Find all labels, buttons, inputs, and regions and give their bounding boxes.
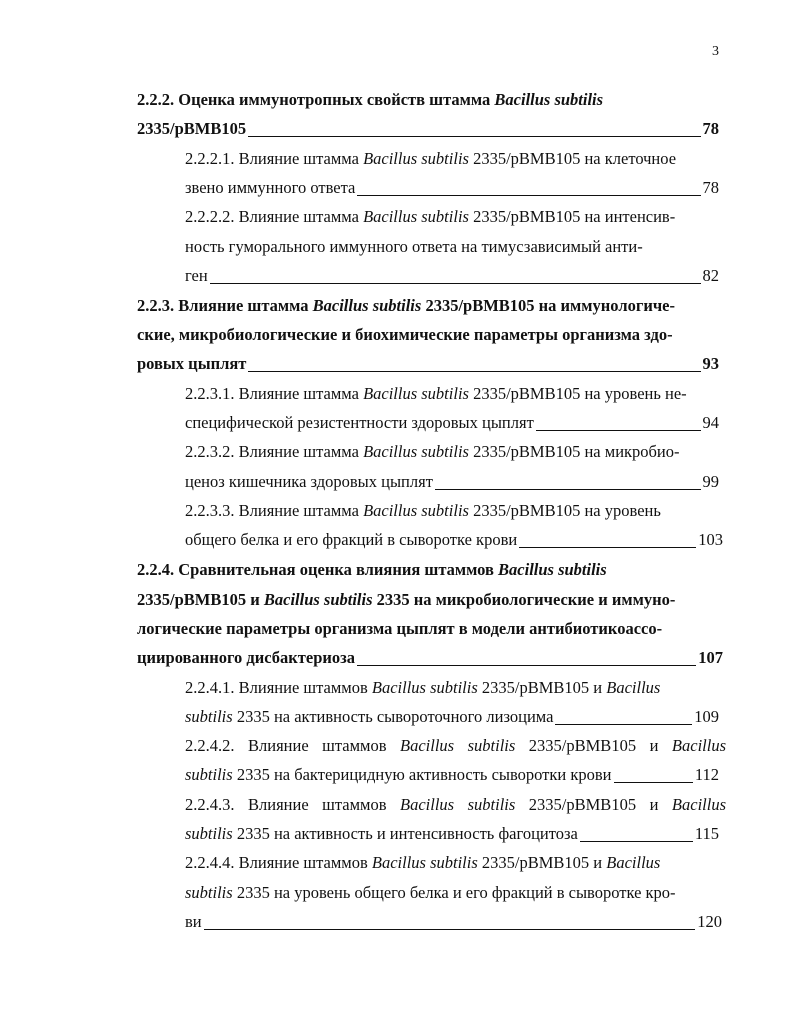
toc-entry-2-2-4-1-line-1: 2.2.4.1. Влияние штаммов Bacillus subtilis 2335/pBMB105 и Bacillus xyxy=(185,678,661,697)
toc-entry-2-2-4-1-line-2: subtilis 2335 на активность сывороточного лизоцима 109 xyxy=(185,707,719,726)
dot-leader xyxy=(248,356,700,372)
toc-entry-2-2-2-2-line-2: ность гуморального иммунного ответа на тимусзависимый анти- xyxy=(185,237,643,256)
toc-entry-2-2-3-line-3: ровых цыплят 93 xyxy=(137,354,719,373)
page-number: 3 xyxy=(712,44,719,59)
dot-leader xyxy=(210,268,701,284)
page-ref: 78 xyxy=(702,178,719,197)
page-ref: 112 xyxy=(694,765,719,784)
page-ref: 107 xyxy=(698,648,723,667)
toc-entry-2-2-4-4-line-2: subtilis 2335 на уровень общего белка и его фракций в сыворотке кро- xyxy=(185,883,676,902)
toc-entry-2-2-3-1-line-1: 2.2.3.1. Влияние штамма Bacillus subtilis 2335/pBMB105 на уровень не- xyxy=(185,384,687,403)
toc-entry-2-2-4-4-line-3: ви 120 xyxy=(185,912,722,931)
toc-entry-2-2-4-3-line-2: subtilis 2335 на активность и интенсивность фагоцитоза 115 xyxy=(185,824,719,843)
dot-leader xyxy=(536,415,701,431)
toc-entry-2-2-3-line-1: 2.2.3. Влияние штамма Bacillus subtilis 2335/pBMB105 на иммунологиче- xyxy=(137,296,675,315)
toc-entry-2-2-2-2-line-3: ген 82 xyxy=(185,266,719,285)
dot-leader xyxy=(580,826,693,842)
toc-entry-2-2-3-2-line-2: ценоз кишечника здоровых цыплят 99 xyxy=(185,472,719,491)
dot-leader xyxy=(555,709,692,725)
page-ref: 94 xyxy=(702,413,719,432)
page-ref: 120 xyxy=(697,912,722,931)
dot-leader xyxy=(357,650,696,666)
toc-entry-2-2-4-3-line-1: 2.2.4.3. Влияние штаммов Bacillus subtilis 2335/pBMB105 и Bacillus xyxy=(185,795,726,814)
page-ref: 78 xyxy=(702,119,719,138)
dot-leader xyxy=(248,121,700,137)
toc-entry-2-2-4-line-3: логические параметры организма цыплят в модели антибиотикоассо- xyxy=(137,619,663,638)
toc-entry-2-2-3-3-line-1: 2.2.3.3. Влияние штамма Bacillus subtilis 2335/pBMB105 на уровень xyxy=(185,501,661,520)
page-ref: 99 xyxy=(702,472,719,491)
toc-entry-2-2-2-1-line-1: 2.2.2.1. Влияние штамма Bacillus subtilis 2335/pBMB105 на клеточное xyxy=(185,149,677,168)
toc-entry-2-2-4-4-line-1: 2.2.4.4. Влияние штаммов Bacillus subtilis 2335/pBMB105 и Bacillus xyxy=(185,853,661,872)
toc-entry-2-2-4-2-line-2: subtilis 2335 на бактерицидную активность сыворотки крови 112 xyxy=(185,765,719,784)
toc-entry-2-2-3-1-line-2: специфической резистентности здоровых цыплят 94 xyxy=(185,413,719,432)
page-ref: 82 xyxy=(702,266,719,285)
page-ref: 115 xyxy=(694,824,719,843)
dot-leader xyxy=(614,767,693,783)
toc-entry-2-2-4-line-4: циированного дисбактериоза 107 xyxy=(137,648,723,667)
toc-entry-2-2-3-line-2: ские, микробиологические и биохимические параметры организма здо- xyxy=(137,325,673,344)
toc-entry-2-2-4-2-line-1: 2.2.4.2. Влияние штаммов Bacillus subtilis 2335/pBMB105 и Bacillus xyxy=(185,736,726,755)
toc-entry-2-2-4-line-2: 2335/pBMB105 и Bacillus subtilis 2335 на микробиологические и иммуно- xyxy=(137,590,676,609)
dot-leader xyxy=(204,914,696,930)
dot-leader xyxy=(435,474,701,490)
page-ref: 103 xyxy=(698,530,723,549)
dot-leader xyxy=(357,180,700,196)
page-ref: 109 xyxy=(694,707,719,726)
toc-entry-2-2-2-1-line-2: звено иммунного ответа 78 xyxy=(185,178,719,197)
toc-entry-2-2-4-line-1: 2.2.4. Сравнительная оценка влияния штаммов Bacillus subtilis xyxy=(137,560,607,579)
toc-entry-2-2-2-2-line-1: 2.2.2.2. Влияние штамма Bacillus subtilis 2335/pBMB105 на интенсив- xyxy=(185,207,676,226)
dot-leader xyxy=(519,532,696,548)
toc-entry-2-2-3-2-line-1: 2.2.3.2. Влияние штамма Bacillus subtilis 2335/pBMB105 на микробио- xyxy=(185,442,680,461)
toc-entry-2-2-2-line-1: 2.2.2. Оценка иммунотропных свойств штамма Bacillus subtilis xyxy=(137,90,604,109)
page-ref: 93 xyxy=(702,354,719,373)
toc-entry-2-2-3-3-line-2: общего белка и его фракций в сыворотке крови 103 xyxy=(185,530,723,549)
toc-entry-2-2-2-line-2: 2335/pBMB105 78 xyxy=(137,119,719,138)
